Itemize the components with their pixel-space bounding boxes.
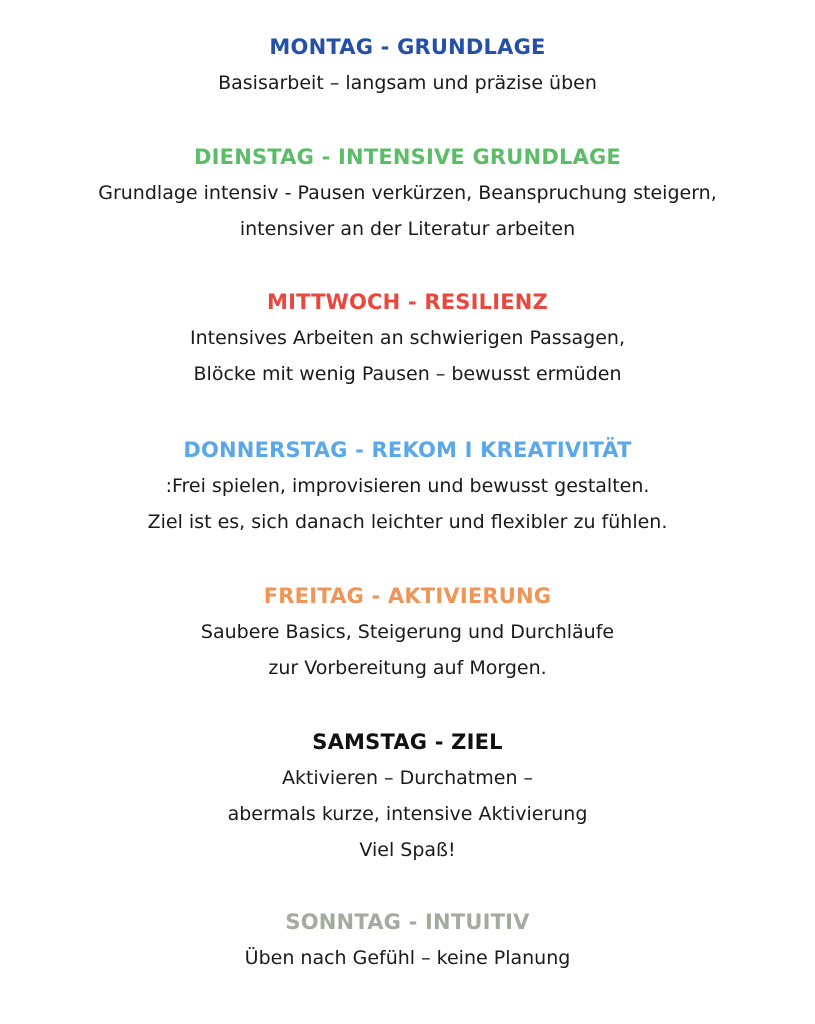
day-description-line: Basisarbeit – langsam und präzise üben xyxy=(218,72,597,94)
day-description-line: Viel Spaß! xyxy=(359,839,456,861)
day-description-line: :Frei spielen, improvisieren und bewusst gestalten. xyxy=(165,475,650,497)
day-section-friday xyxy=(0,578,815,686)
day-description-line: Üben nach Gefühl – keine Planung xyxy=(244,947,571,969)
day-section-tuesday xyxy=(0,139,815,247)
day-heading-saturday: SAMSTAG - ZIEL xyxy=(312,730,503,754)
day-heading-friday: FREITAG - AKTIVIERUNG xyxy=(263,584,552,608)
day-heading-wednesday: MITTWOCH - RESILIENZ xyxy=(267,290,548,314)
day-description-line: Blöcke mit wenig Pausen – bewusst ermüden xyxy=(193,363,622,385)
day-section-saturday xyxy=(0,724,815,868)
day-description-line: Ziel ist es, sich danach leichter und flexibler zu fühlen. xyxy=(147,511,668,533)
day-description-line: Intensives Arbeiten an schwierigen Passagen, xyxy=(190,327,625,349)
day-description-line: Saubere Basics, Steigerung und Durchläufe xyxy=(200,621,615,643)
day-heading-sunday: SONNTAG - INTUITIV xyxy=(285,910,530,934)
day-description-line: Grundlage intensiv - Pausen verkürzen, Beanspruchung steigern, xyxy=(98,182,717,204)
day-section-thursday xyxy=(0,432,815,540)
day-description-line: abermals kurze, intensive Aktivierung xyxy=(227,803,588,825)
day-heading-thursday: DONNERSTAG - REKOM I KREATIVITÄT xyxy=(183,438,632,462)
day-heading-monday: MONTAG - GRUNDLAGE xyxy=(269,35,546,59)
day-description-line: intensiver an der Literatur arbeiten xyxy=(239,218,576,240)
day-section-monday xyxy=(0,29,815,101)
day-description-line: Aktivieren – Durchatmen – xyxy=(281,767,534,789)
day-heading-tuesday: DIENSTAG - INTENSIVE GRUNDLAGE xyxy=(194,145,621,169)
day-section-sunday xyxy=(0,904,815,976)
day-section-wednesday xyxy=(0,284,815,392)
day-description-line: zur Vorbereitung auf Morgen. xyxy=(268,657,547,679)
